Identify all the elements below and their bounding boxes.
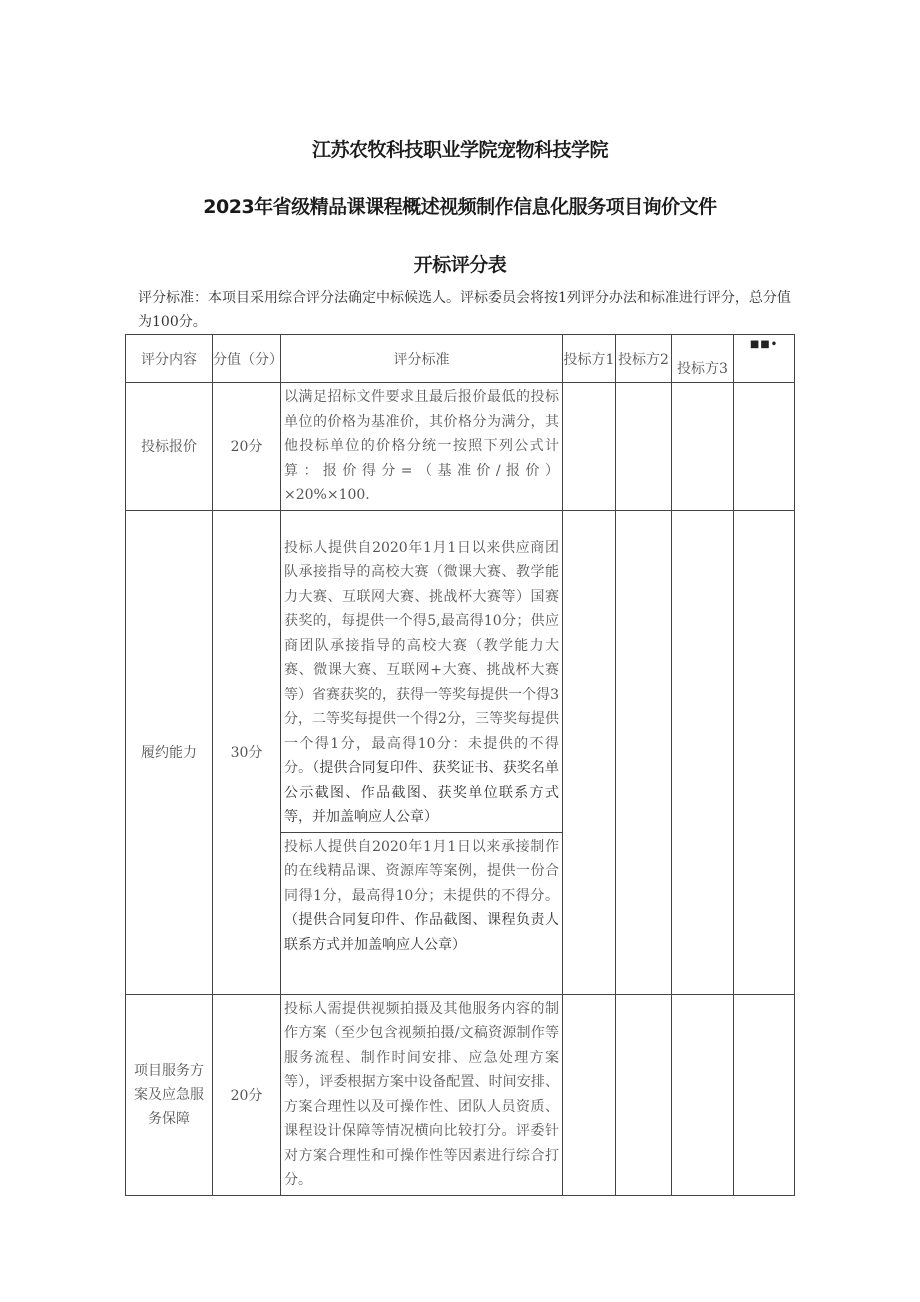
row-criteria-a [281, 510, 563, 832]
school-title: 江苏农牧科技职业学院宠物科技学院 [311, 139, 608, 161]
row-item: 履约能力 [126, 510, 213, 994]
header-extra-label: ■■• [749, 339, 779, 350]
header-item: 评分内容 [126, 335, 213, 383]
criteria-b-text: 投标人提供自2020年1月1日以来承接制作的在线精品课、资源库等案例，提供一份合同得1分，最高得10分；未提供的不得分。 [284, 838, 559, 904]
header-bidder-2: 投标方2 [616, 335, 672, 383]
table-row [126, 510, 795, 832]
project-title: 2023年省级精品课课程概述视频制作信息化服务项目询价文件 [203, 196, 717, 218]
header-extra-mark [734, 335, 795, 383]
row-criteria: 投标人需提供视频拍摄及其他服务内容的制作方案（至少包含视频拍摄/文稿资源制作等服务流程、制作时间安排、应急处理方案等），评委根据方案中设备配置、时间安排、方案合理性以及可操作性、团队人员资质、课程设计保障等情况横向比较打分。评委针对方案合理性和可操作性等因素进行综合打分。 [281, 994, 563, 1195]
scoring-intro: 评分标准：本项目采用综合评分法确定中标候选人。评标委员会将按1列评分办法和标准进行评分，总分值为100分。 [138, 290, 791, 330]
extra-cell[interactable] [734, 510, 795, 994]
row-criteria: 以满足招标文件要求且最后报价最低的投标单位的价格为基准价，其价格分为满分，其他投标单位的价格分统一按照下列公式计算：报价得分=（基准价/报价）×20%×100. [281, 383, 563, 511]
header-bidder-3: 投标方3 [672, 335, 734, 383]
row-score: 20分 [213, 994, 281, 1195]
row-item: 项目服务方案及应急服务保障 [126, 994, 213, 1195]
bidder-1-cell[interactable] [563, 383, 616, 511]
bidder-2-cell[interactable] [616, 510, 672, 994]
document-title: 开标评分表 [413, 254, 507, 276]
bidder-3-cell[interactable] [672, 510, 734, 994]
header-row [126, 335, 795, 383]
header-bidder-1: 投标方1 [563, 335, 616, 383]
bidder-3-cell[interactable] [672, 383, 734, 511]
row-criteria-b [281, 832, 563, 994]
header-criteria: 评分标准 [281, 335, 563, 383]
bidder-3-cell[interactable] [672, 994, 734, 1195]
header-score: 分值（分） [213, 335, 281, 383]
scoring-table [125, 334, 795, 1196]
bidder-2-cell[interactable] [616, 994, 672, 1195]
criteria-b-note: （提供合同复印件、作品截图、课程负责人联系方式并加盖响应人公章） [284, 912, 559, 953]
extra-cell[interactable] [734, 383, 795, 511]
bidder-2-cell[interactable] [616, 383, 672, 511]
criteria-a-note: （提供合同复印件、获奖证书、获奖名单公示截图、作品截图、获奖单位联系方式等，并加盖响应人公章） [284, 760, 560, 825]
row-score: 20分 [213, 383, 281, 511]
extra-cell[interactable] [734, 994, 795, 1195]
table-row [126, 994, 795, 1195]
row-score: 30分 [213, 510, 281, 994]
table-row [126, 383, 795, 511]
bidder-1-cell[interactable] [563, 510, 616, 994]
row-item: 投标报价 [126, 383, 213, 511]
bidder-1-cell[interactable] [563, 994, 616, 1195]
criteria-a-text: 投标人提供自2020年1月1日以来供应商团队承接指导的高校大赛（微课大赛、教学能力大赛、互联网大赛、挑战杯大赛等）国赛获奖的，每提供一个得5,最高得10分；供应商团队承接指导的高校大赛（教学能力大赛、微课大赛、互联网+大赛、挑战杯大赛等）省赛获奖的，获得一等奖每提供一个得3分，二等奖每提供一个得2分，三等奖每提供一个得1分，最高得10分：未提供的不得分。 [284, 539, 559, 776]
